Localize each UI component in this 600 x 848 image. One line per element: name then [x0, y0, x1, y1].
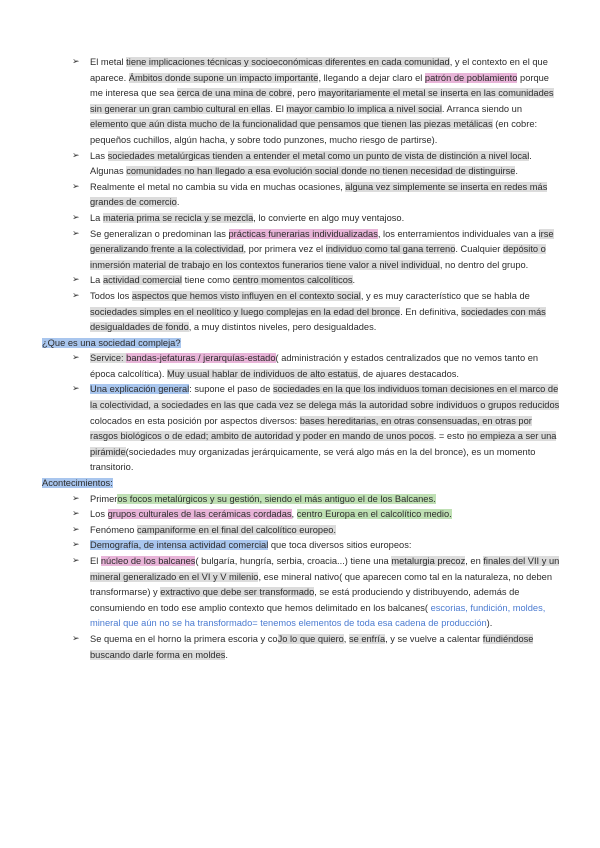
bullet-item: [70, 55, 560, 149]
text-segment: que toca diversos sitios europeos:: [268, 540, 412, 551]
bullet-item: [70, 351, 560, 382]
highlighted-text: sociedades simples en el neolítico y luego complejas en la edad del bronce: [90, 306, 401, 317]
highlighted-text: prácticas funerarias individualizadas: [228, 228, 378, 239]
highlighted-text: centro Europa en el calcolítico medio.: [296, 509, 452, 520]
text-segment: ,: [343, 633, 349, 644]
text-segment: colocados en esta posición por aspectos diversos:: [90, 415, 300, 426]
highlighted-text: metalurgia precoz: [391, 556, 466, 566]
text-segment: La: [90, 212, 103, 223]
text-segment: . En definitiva,: [400, 306, 462, 317]
section-acontecimientos: [70, 492, 560, 664]
bullet-item: [70, 554, 560, 632]
text-segment: , y se vuelve a calentar: [385, 633, 483, 644]
text-segment: Todos los: [90, 290, 132, 301]
highlighted-text: mayor cambio lo implica a nivel social: [286, 103, 442, 114]
highlighted-text: finales del VII y un mineral generalizado en el VI y V milenio: [90, 556, 560, 582]
highlighted-text: sociedades metalúrgicas tienden a entender el metal como un punto de vista de distinción a nivel local: [107, 150, 530, 161]
bullet-item: [70, 538, 560, 554]
highlighted-text: cerca de una mina de cobre: [176, 88, 293, 99]
text-segment: Primer: [90, 493, 118, 504]
text-segment: , en: [465, 556, 484, 566]
text-segment: , pero: [292, 88, 319, 99]
highlighted-text: actividad comercial: [102, 275, 182, 286]
text-segment: : supone el paso de: [189, 384, 273, 395]
highlighted-text: Una explicación general: [90, 384, 190, 395]
highlighted-text: Jo lo que quiero: [277, 633, 344, 644]
highlighted-text: extractivo que debe ser transformado: [160, 587, 315, 598]
text-segment: , y el contexto en el que aparece.: [90, 57, 548, 83]
highlighted-text: grupos culturales de las cerámicas cordadas: [107, 509, 292, 520]
text-segment: Las: [90, 150, 108, 161]
text-segment: , no dentro del grupo.: [439, 259, 529, 270]
text-segment: , de ajuares destacados.: [357, 368, 460, 379]
highlighted-text: bases hereditarias, en otras consensuadas, en otras por rasgos biológicos o de edad; ambito de autoridad y poder en mando de unos pocos: [90, 415, 532, 442]
bullet-item: [70, 632, 560, 663]
highlighted-text: mayoritariamente el metal se inserta en las comunidades sin generar un gran cambio cultural en ellas: [90, 88, 554, 114]
text-segment: , se está produciendo y distribuyendo, además de consumiendo en todo ese amplio contexto que hemos delimitado en los balcanes(: [90, 587, 520, 613]
highlighted-text: individuo como tal gana terreno: [325, 244, 456, 255]
highlighted-text: sociedades en la que los individuos toman decisiones en el marco de la colectividad, a sociedades en las que cada vez se delega más la autoridad sobre individuos o grupos reducidos: [90, 384, 560, 411]
bullet-item: [70, 149, 560, 180]
highlighted-text: os focos metalúrgicos y su gestión, siendo el más antiguo el de los Balcanes.: [117, 493, 436, 504]
text-segment: , llegando a dejar claro el: [318, 72, 425, 83]
bullet-item: [70, 289, 560, 336]
highlighted-text: patrón de poblamiento: [424, 72, 518, 83]
highlighted-text: Service:: [90, 353, 127, 364]
section-sociedad-compleja: [70, 351, 560, 476]
text-segment: ).: [486, 618, 493, 629]
text-segment: , y es muy característico que se habla de: [360, 290, 530, 301]
text-segment: (en cobre: pequeños cuchillos, algún hacha, y sobre todo punzones, mucho riesgo de partirse).: [90, 119, 538, 145]
heading-acontecimientos: [42, 476, 560, 492]
highlighted-text: Muy usual hablar de individuos de alto estatus: [167, 368, 358, 379]
highlighted-text: materia prima se recicla y se mezcla: [102, 212, 254, 223]
heading-text: ¿Que es una sociedad compleja?: [42, 337, 181, 348]
text-segment: Se quema en el horno la primera escoria y co: [90, 633, 278, 644]
heading-text: Acontecimientos:: [42, 478, 113, 489]
text-segment: , los enterramientos individuales van a: [377, 228, 539, 239]
text-segment: . Arranca siendo un: [441, 103, 523, 114]
highlighted-text: tiene implicaciones técnicas y socioeconómicas diferentes en cada comunidad: [126, 57, 450, 67]
highlighted-text: depósito o inmersión material de trabajo en los contextos funerarios tiene valor a nivel individual: [90, 244, 546, 270]
highlighted-text: se enfría: [348, 633, 386, 644]
highlighted-text: bandas-jefaturas / jerarquías-estado: [126, 353, 276, 364]
text-segment: . Algunas: [90, 150, 532, 177]
text-segment: Realmente el metal no cambia su vida en muchas ocasiones,: [90, 181, 346, 192]
highlighted-text: alguna vez simplemente se inserta en redes más grandes de comercio: [90, 181, 548, 208]
text-segment: La: [90, 275, 103, 286]
section-metal-properties: [70, 55, 560, 336]
highlighted-text: elemento que aún dista mucho de la funcionalidad que pensamos que tienen las piezas metálicas: [90, 119, 493, 130]
text-segment: .: [515, 166, 518, 177]
highlighted-text: centro momentos calcolíticos: [232, 275, 353, 286]
bullet-item: [70, 523, 560, 539]
highlighted-text: fundiéndose buscando darle forma en moldes: [90, 633, 534, 660]
highlighted-text: núcleo de los balcanes: [100, 556, 196, 566]
highlighted-text: irse generalizando frente a la colectividad: [90, 228, 554, 255]
bullet-item: [70, 492, 560, 508]
bullet-item: [70, 180, 560, 211]
text-segment: ,: [291, 509, 297, 520]
text-segment: tiene como: [182, 275, 233, 286]
text-segment: .: [352, 275, 356, 286]
text-segment: Los: [90, 509, 108, 520]
text-segment: El: [90, 556, 101, 566]
text-segment: , lo convierte en algo muy ventajoso.: [253, 212, 405, 223]
text-segment: , ese mineral nativo( que aparecen como tal en la naturaleza, no deben transformarse) y: [90, 571, 553, 598]
bullet-item: [70, 382, 560, 476]
text-segment: Se generalizan o predominan las: [90, 228, 229, 239]
highlighted-text: campaniforme en el final del calcolítico europeo.: [137, 524, 336, 535]
highlighted-text: sociedades con más desigualdades de fondo: [90, 306, 546, 333]
text-segment: porque me interesa que sea: [90, 72, 549, 99]
text-segment: . El: [270, 103, 287, 114]
text-segment: El metal: [90, 57, 127, 67]
heading-sociedad-compleja: [42, 336, 560, 352]
bullet-item: [70, 227, 560, 274]
text-segment: ( bulgaría, hungría, serbia, croacia...) tiene una: [195, 556, 392, 566]
highlighted-text: comunidades no han llegado a esa evolución social donde no tienen necesidad de distinguirse: [126, 166, 516, 177]
highlighted-text: Ámbitos donde supone un impacto importante: [128, 72, 319, 83]
bullet-item: [70, 507, 560, 523]
text-segment: . Cualquier: [455, 244, 503, 255]
text-segment: ( administración y estados centralizados que no vemos tanto en época calcolítica).: [90, 353, 539, 379]
text-segment: (sociedades muy organizadas jerárquicamente, se verá algo más en la del bronce), es un momento transitorio.: [90, 446, 536, 473]
highlighted-text: escorias, fundición, moldes, mineral que aún no se ha transformado= tenemos elementos de toda esa cadena de producción: [90, 602, 546, 629]
text-segment: , por primera vez el: [243, 244, 326, 255]
text-segment: .: [176, 197, 180, 208]
highlighted-text: no empieza a ser una pirámide: [90, 431, 557, 457]
highlighted-text: aspectos que hemos visto influyen en el contexto social: [131, 290, 361, 301]
highlighted-text: Demografía, de intensa actividad comercial: [90, 540, 269, 551]
bullet-item: [70, 273, 560, 289]
text-segment: , a muy distintos niveles, pero desigualdades.: [188, 322, 377, 333]
text-segment: Fenómeno: [90, 524, 138, 535]
text-segment: .: [225, 649, 228, 660]
text-segment: . = esto: [433, 431, 468, 442]
bullet-item: [70, 211, 560, 227]
